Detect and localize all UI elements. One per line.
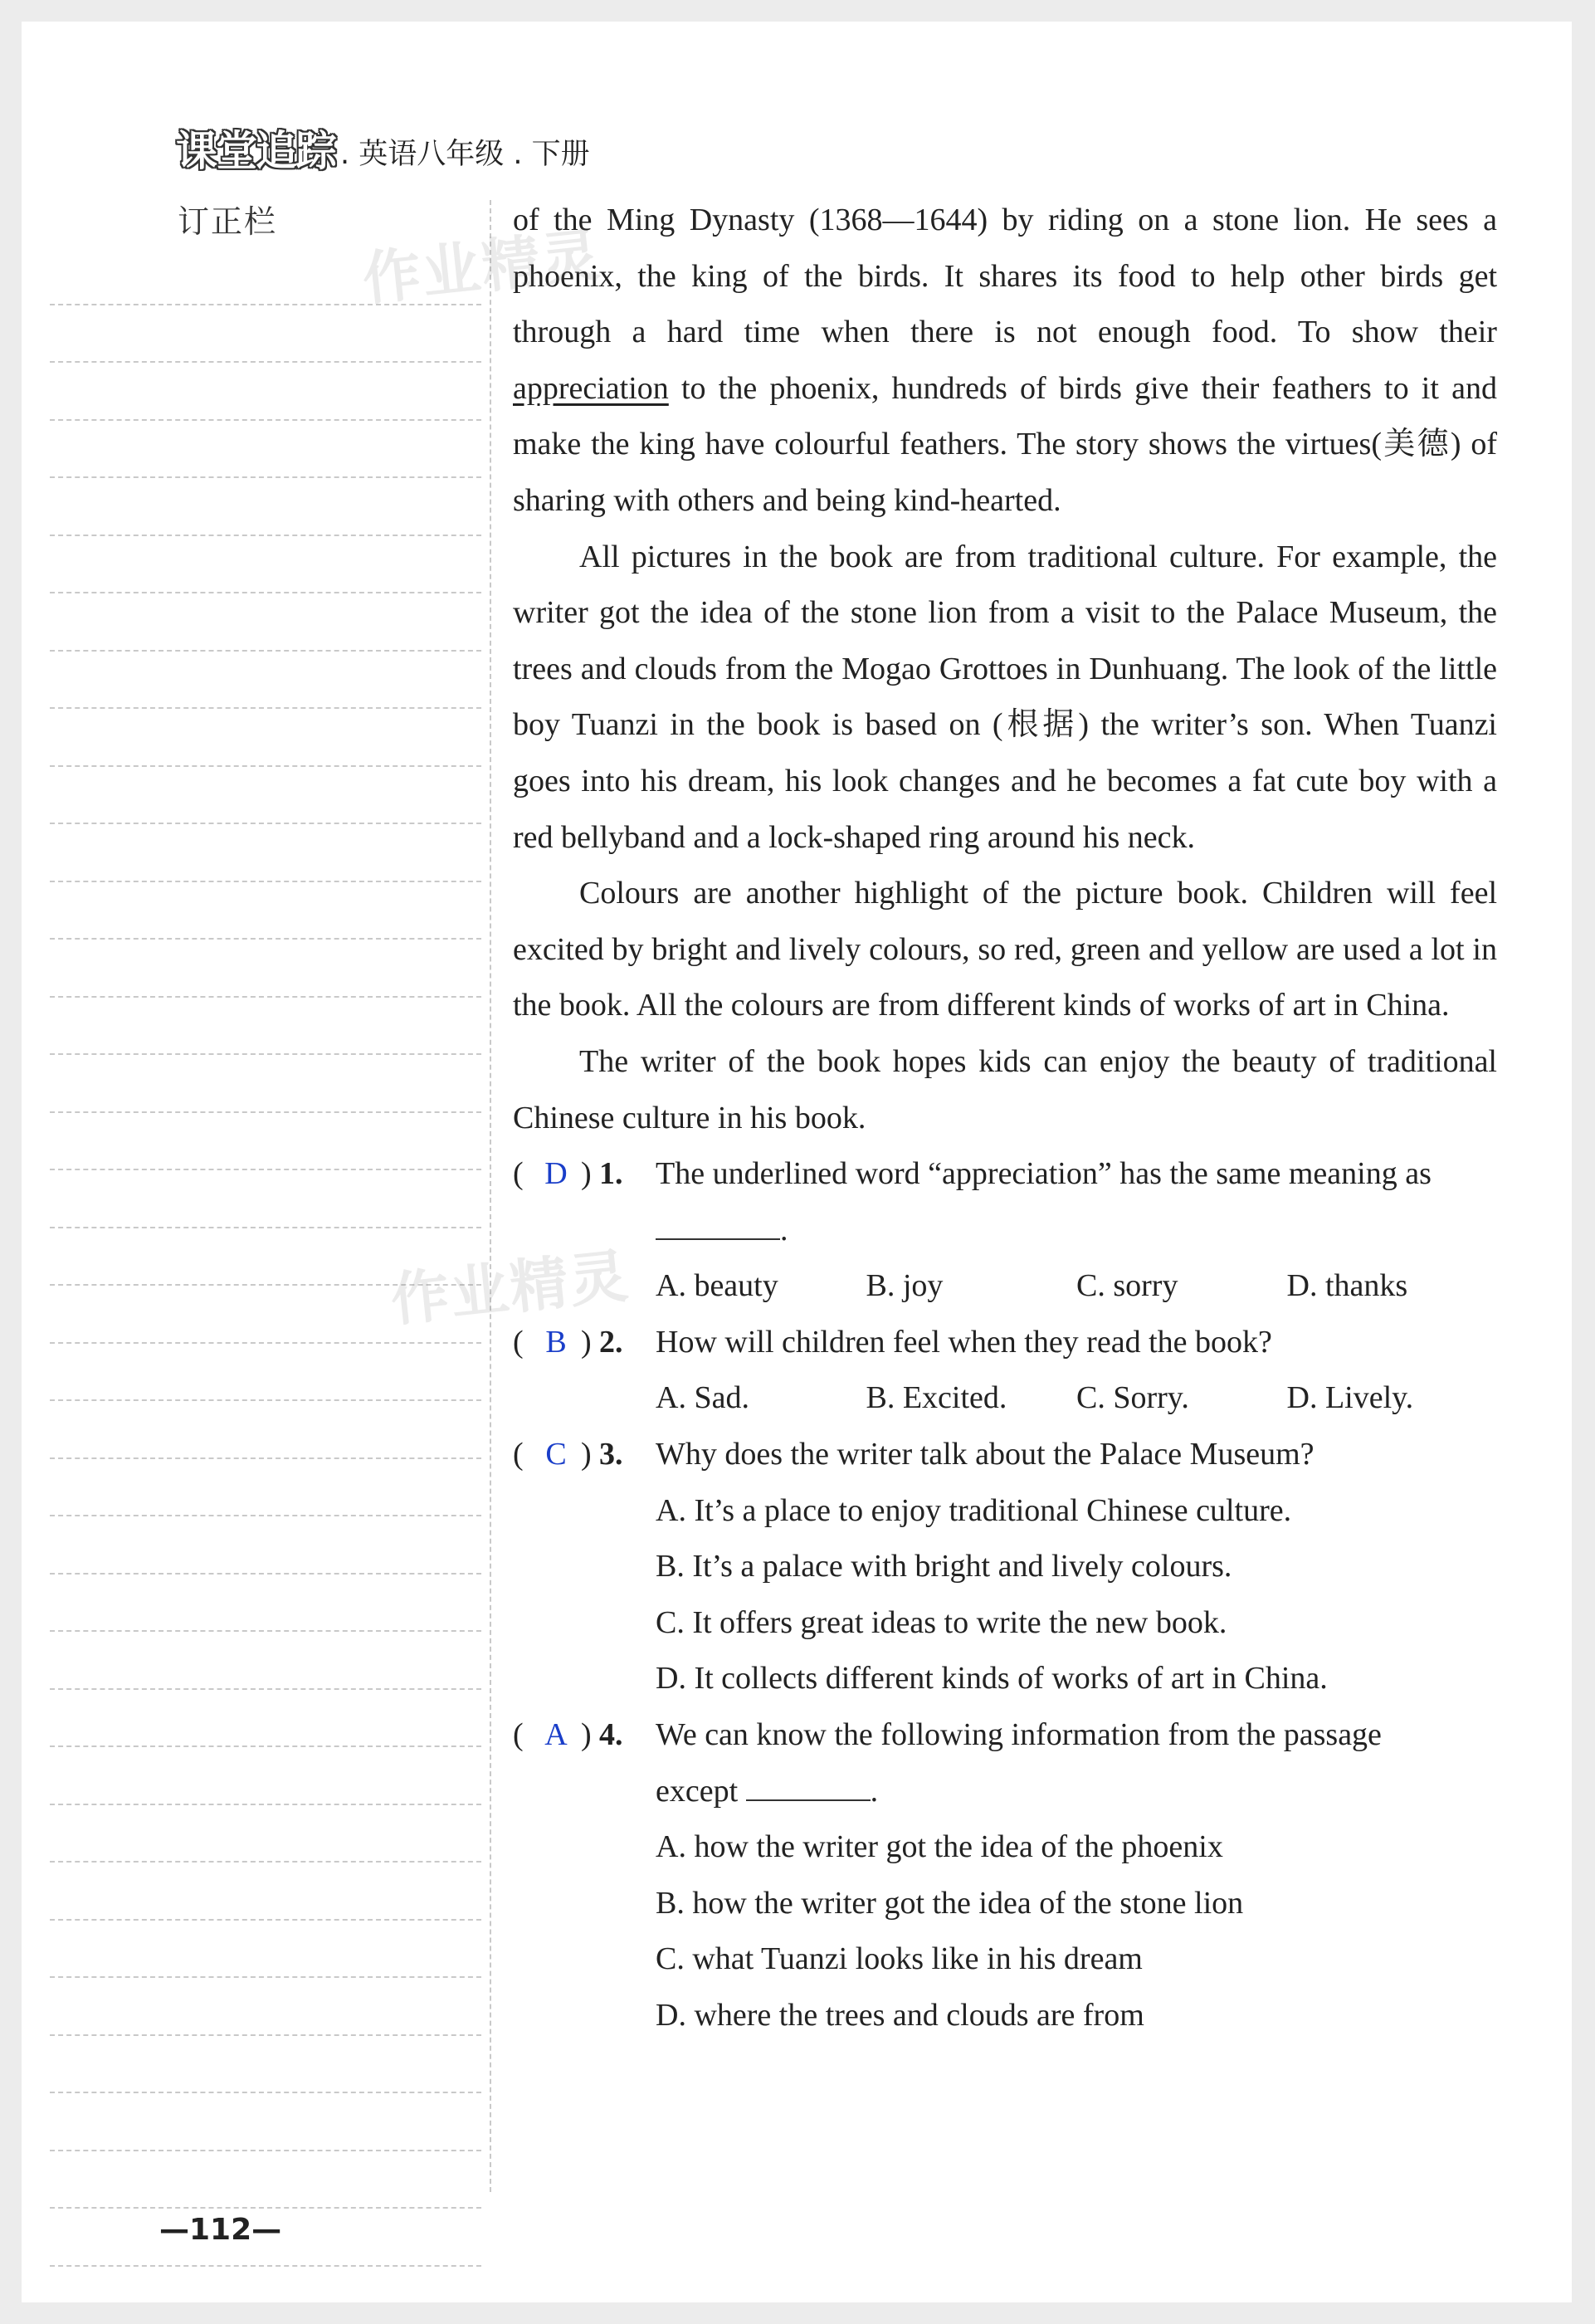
question-4 <box>513 1707 1497 2044</box>
answer-blank <box>746 1773 871 1801</box>
question-text: The underlined word “appreciation” has the same meaning as <box>656 1156 1432 1192</box>
watermark: 作业精灵 <box>359 221 605 314</box>
correction-line <box>50 1805 481 1863</box>
question-text: How will children feel when they read the book? <box>656 1324 1272 1360</box>
passage-text: of the Ming Dynasty (1368—1644) by riding on a stone lion. He sees a phoenix, the king of the birds. It shares its food to help other birds get through a hard time when there is not enough food. <box>513 203 1497 350</box>
option-d: D. It collects different kinds of works of art in China. <box>656 1661 1328 1697</box>
bracket-open: ( <box>513 1324 524 1360</box>
question-number: 2. <box>599 1324 623 1360</box>
answer-blank <box>656 1212 780 1240</box>
answer-bracket <box>513 1707 656 1764</box>
option-b: B. joy <box>866 1268 944 1304</box>
passage-paragraph-1 <box>513 193 1497 530</box>
correction-line <box>50 998 481 1056</box>
option-a: A. beauty <box>656 1268 778 1304</box>
bracket-open: ( <box>513 1717 524 1753</box>
options-row <box>513 1370 1497 1427</box>
question-tail: . <box>870 1773 879 1809</box>
option-d: D. thanks <box>1286 1268 1408 1304</box>
passage-paragraph-2: All pictures in the book are from traditional culture. For example, the writer got the idea of the stone lion from a visit to the Palace Museum, the trees and clouds from the Mogao Grottoes in Dunhuang. The look of the little boy Tuanzi in the book is based on (根据) the writer’s son. When Tuanzi goes into his dream, his look changes and he becomes a fat cute boy with a red bellyband and a lock-shaped ring around his neck. <box>513 539 1497 855</box>
correction-line <box>50 1344 481 1402</box>
correction-line <box>50 1459 481 1517</box>
option-a: A. It’s a place to enjoy traditional Chinese culture. <box>656 1492 1292 1528</box>
correction-line <box>50 1921 481 1979</box>
option-c: C. sorry <box>1076 1268 1178 1304</box>
correction-line <box>50 363 481 421</box>
correction-line <box>50 1516 481 1575</box>
correction-line <box>50 1978 481 2036</box>
correction-line <box>50 940 481 998</box>
correction-line <box>50 1690 481 1748</box>
page-number: —112— <box>159 2213 282 2247</box>
bracket-open: ( <box>513 1437 524 1472</box>
question-tail: . <box>780 1212 788 1247</box>
option-b: B. Excited. <box>866 1380 1007 1416</box>
option-d: D. Lively. <box>1286 1380 1414 1416</box>
reading-content <box>513 193 1497 2044</box>
question-continuation: except <box>656 1773 739 1809</box>
correction-line <box>50 2036 481 2094</box>
option-c: C. It offers great ideas to write the new book. <box>656 1604 1227 1640</box>
correction-line <box>50 652 481 710</box>
column-divider <box>490 200 491 2192</box>
bracket-close: ) <box>581 1324 592 1360</box>
correction-line <box>50 1575 481 1633</box>
answer-bracket <box>513 1146 656 1203</box>
header <box>176 128 590 178</box>
question-2 <box>513 1315 1497 1427</box>
answer-mark: A <box>544 1717 568 1753</box>
question-number: 1. <box>599 1156 623 1192</box>
page <box>22 22 1572 2302</box>
correction-column-label: 订正栏 <box>178 203 278 240</box>
correction-line <box>50 2151 481 2209</box>
correction-line <box>50 882 481 940</box>
passage-text: To show their <box>1297 315 1497 350</box>
book-subtitle: . 英语八年级 . 下册 <box>340 138 590 171</box>
answer-mark: B <box>545 1324 567 1360</box>
correction-line <box>50 767 481 825</box>
question-text: Why does the writer talk about the Palace Museum? <box>656 1437 1315 1472</box>
correction-line <box>50 709 481 767</box>
correction-line <box>50 1170 481 1228</box>
answer-mark: D <box>544 1156 568 1192</box>
correction-line <box>50 1632 481 1690</box>
underlined-word: appreciation <box>513 370 669 406</box>
brand-logo: 课堂追踪 <box>176 127 335 175</box>
correction-line <box>50 1055 481 1113</box>
correction-line <box>50 1747 481 1805</box>
watermark: 作业精灵 <box>388 1242 633 1335</box>
passage-paragraph-3: Colours are another highlight of the picture book. Children will feel excited by bright and lively colours, so red, green and yellow are used a lot in the book. All the colours are from different kinds of works of art in China. <box>513 876 1497 1023</box>
correction-line <box>50 536 481 594</box>
option-a: A. how the writer got the idea of the phoenix <box>656 1829 1223 1865</box>
answer-bracket <box>513 1427 656 1483</box>
option-d: D. where the trees and clouds are from <box>656 1998 1144 2033</box>
bracket-close: ) <box>581 1156 592 1192</box>
bracket-close: ) <box>581 1437 592 1472</box>
correction-line <box>50 593 481 652</box>
correction-line <box>50 305 481 364</box>
question-text: We can know the following information from the passage <box>656 1717 1382 1753</box>
options-row <box>513 1258 1497 1315</box>
correction-line <box>50 421 481 479</box>
passage-text: to the phoenix, hundreds of birds give their feathers to it and make the king have colourful feathers. The story shows the virtues(美德) of sharing with others and being kind-hearted. <box>513 370 1497 518</box>
question-1 <box>513 1146 1497 1315</box>
question-number: 3. <box>599 1437 623 1472</box>
question-3 <box>513 1427 1497 1707</box>
question-number: 4. <box>599 1717 623 1753</box>
option-b: B. It’s a palace with bright and lively colours. <box>656 1549 1232 1584</box>
correction-line <box>50 2093 481 2151</box>
option-b: B. how the writer got the idea of the stone lion <box>656 1885 1244 1921</box>
correction-line <box>50 1113 481 1171</box>
correction-line <box>50 824 481 882</box>
correction-line <box>50 1863 481 1921</box>
answer-mark: C <box>545 1437 567 1472</box>
option-c: C. Sorry. <box>1076 1380 1189 1416</box>
correction-line <box>50 1401 481 1459</box>
passage-paragraph-4: The writer of the book hopes kids can enjoy the beauty of traditional Chinese culture in his book. <box>513 1043 1497 1135</box>
option-c: C. what Tuanzi looks like in his dream <box>656 1941 1143 1977</box>
option-a: A. Sad. <box>656 1380 749 1416</box>
bracket-close: ) <box>581 1717 592 1753</box>
bracket-open: ( <box>513 1156 524 1192</box>
correction-line <box>50 478 481 536</box>
